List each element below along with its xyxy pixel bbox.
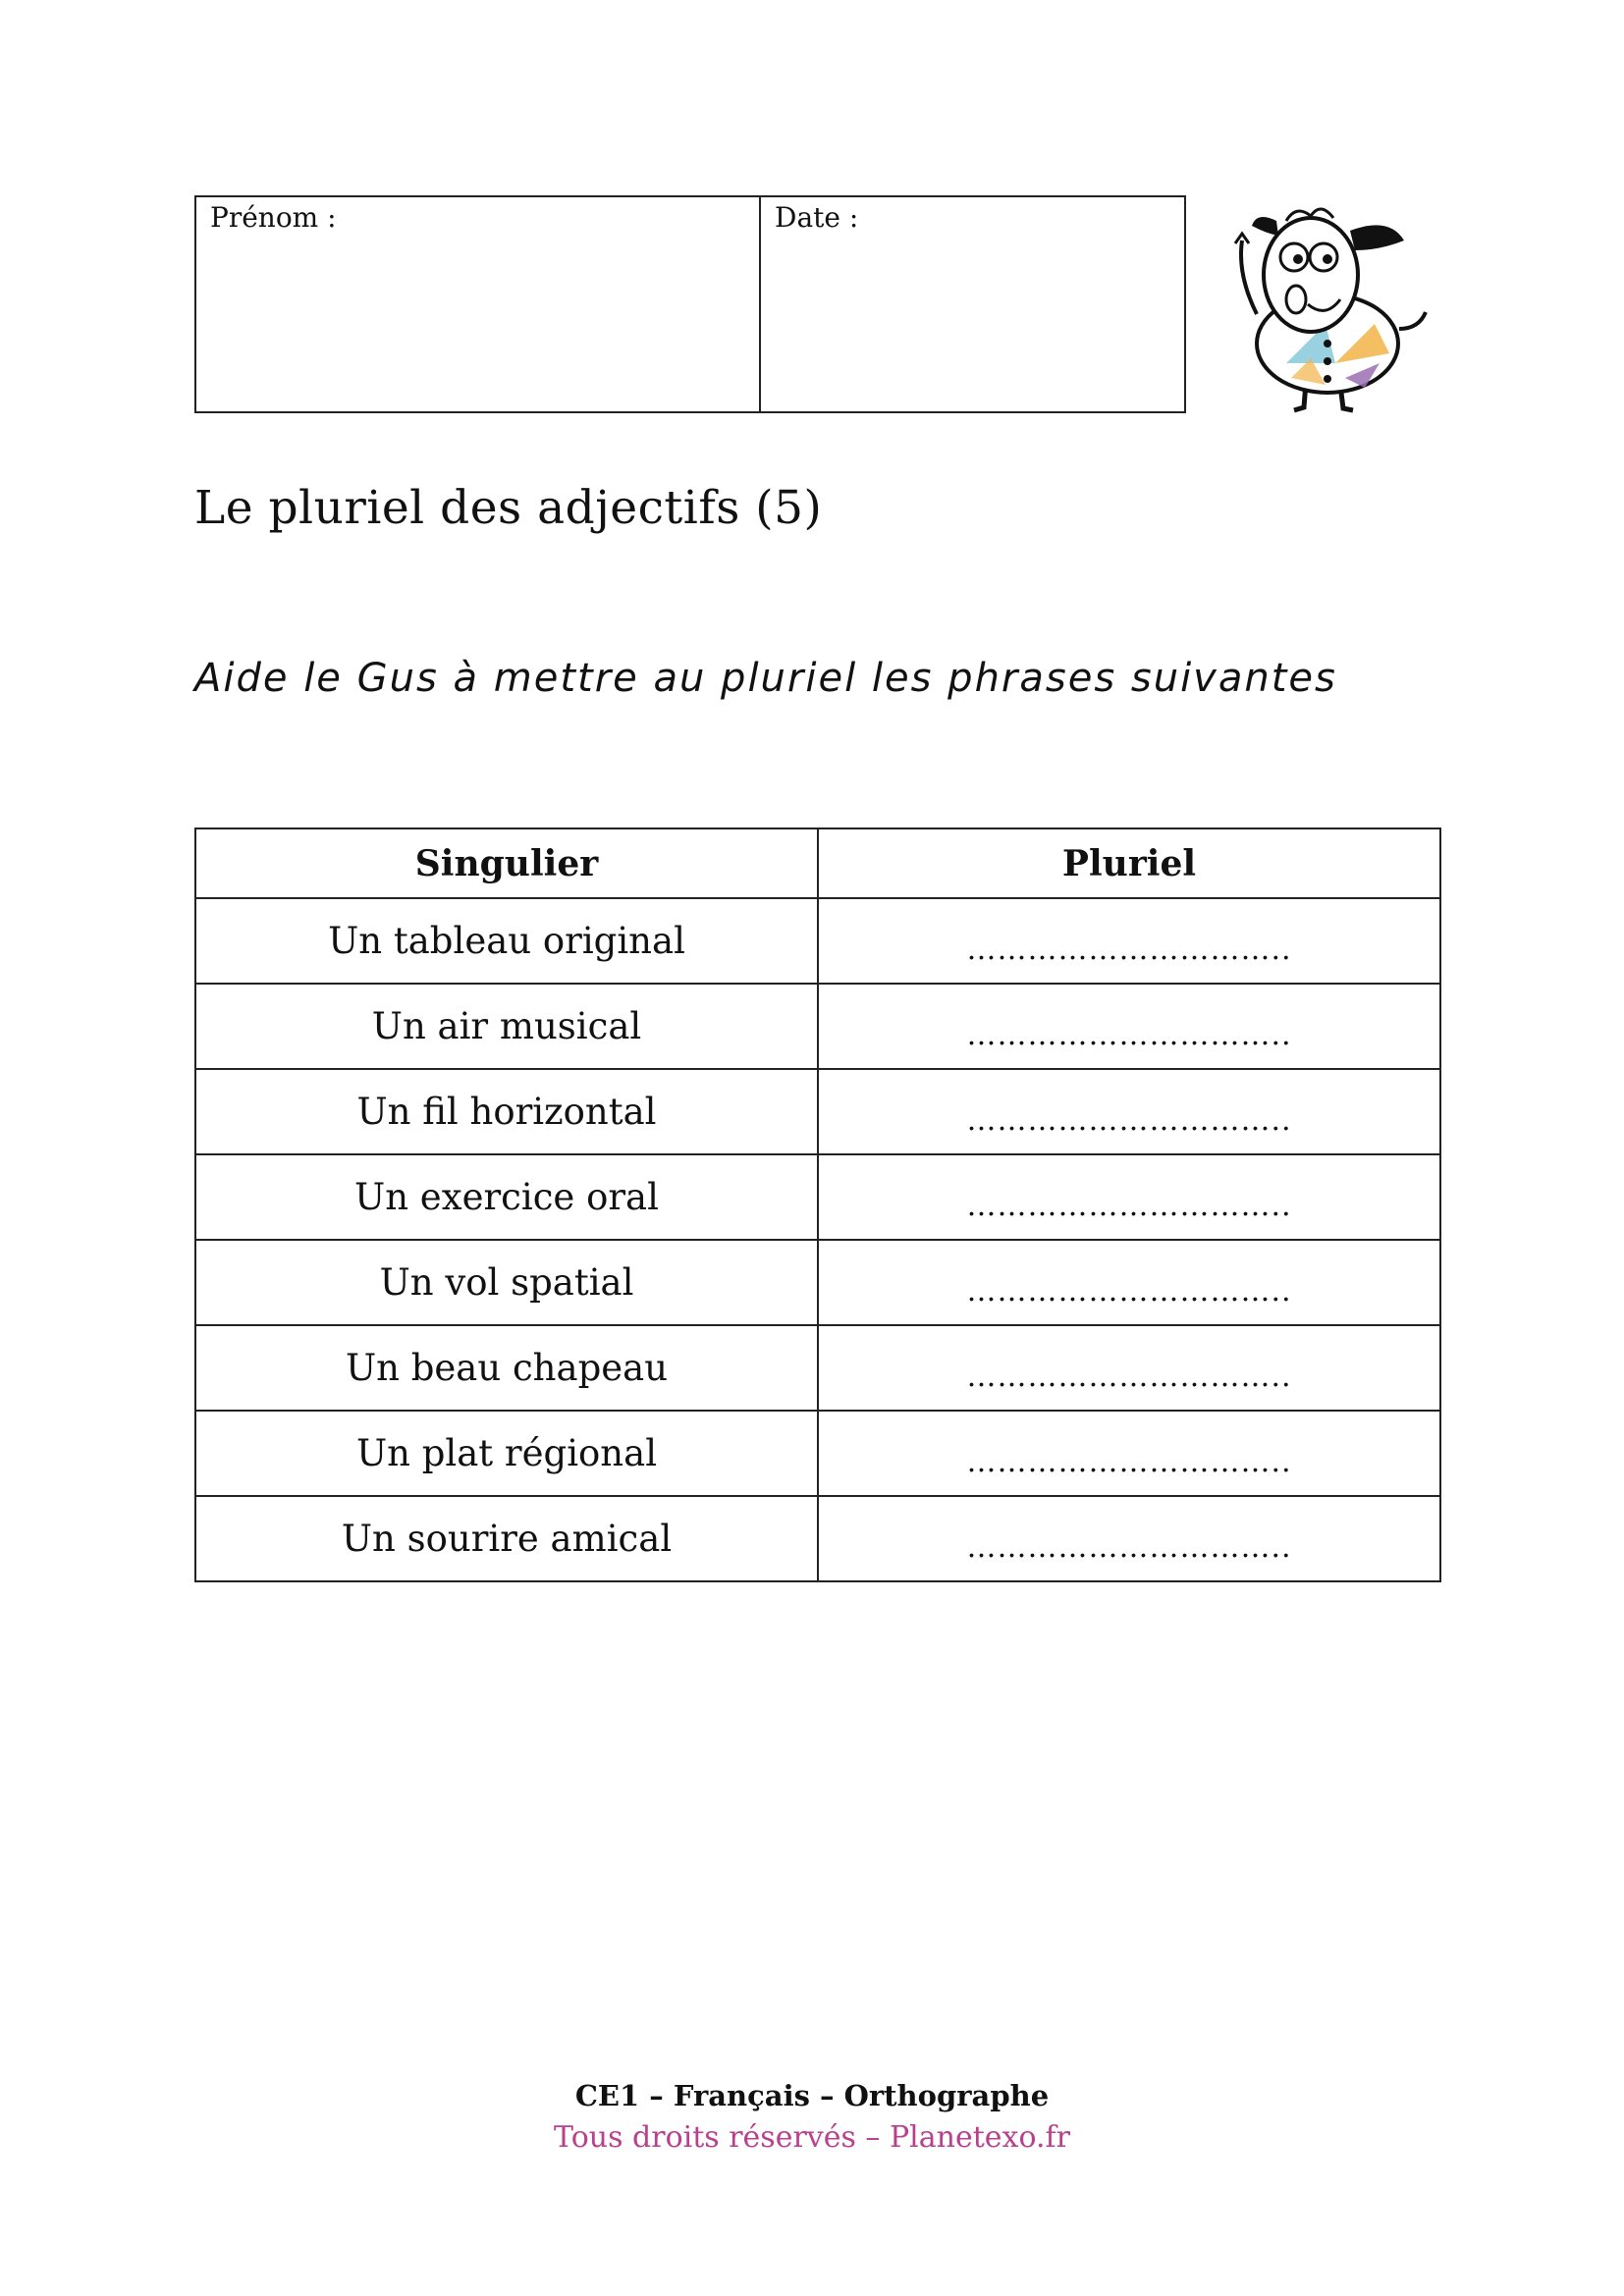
instruction-text: Aide le Gus à mettre au pluriel les phrases suivantes [194, 656, 1337, 701]
prenom-field[interactable] [196, 197, 761, 411]
name-date-box [194, 195, 1186, 413]
sheep-mascot-icon [1218, 196, 1438, 417]
plural-answer-cell[interactable]: ………………………….. [818, 1154, 1440, 1240]
footer-subject: CE1 – Français – Orthographe [574, 2079, 1050, 2112]
plural-answer-cell[interactable]: ………………………….. [818, 898, 1440, 984]
singular-cell: Un vol spatial [195, 1240, 818, 1325]
date-label: Date : [775, 201, 859, 234]
singular-cell: Un fil horizontal [195, 1069, 818, 1154]
plural-answer-cell[interactable]: ………………………….. [818, 1496, 1440, 1581]
prenom-label: Prénom : [210, 201, 337, 234]
table-row [195, 1325, 1440, 1411]
plural-answer-cell[interactable]: ………………………….. [818, 1325, 1440, 1411]
table-row [195, 1496, 1440, 1581]
singular-cell: Un exercice oral [195, 1154, 818, 1240]
singular-cell: Un plat régional [195, 1411, 818, 1496]
table-header-row [195, 828, 1440, 898]
singular-cell: Un air musical [195, 984, 818, 1069]
singular-cell: Un sourire amical [195, 1496, 818, 1581]
plural-answer-cell[interactable]: ………………………….. [818, 984, 1440, 1069]
table-row [195, 1240, 1440, 1325]
table-row [195, 1411, 1440, 1496]
singular-cell: Un beau chapeau [195, 1325, 818, 1411]
singular-cell: Un tableau original [195, 898, 818, 984]
footer-copyright: Tous droits réservés – Planetexo.fr [554, 2120, 1070, 2155]
exercise-table [194, 828, 1441, 1582]
table-row [195, 898, 1440, 984]
plural-answer-cell[interactable]: ………………………….. [818, 1411, 1440, 1496]
plural-answer-cell[interactable]: ………………………….. [818, 1240, 1440, 1325]
table-row [195, 1154, 1440, 1240]
plural-answer-cell[interactable]: ………………………….. [818, 1069, 1440, 1154]
column-header-singulier: Singulier [195, 828, 818, 898]
table-row [195, 1069, 1440, 1154]
column-header-pluriel: Pluriel [818, 828, 1440, 898]
date-field[interactable] [761, 197, 1184, 411]
table-row [195, 984, 1440, 1069]
page-title: Le pluriel des adjectifs (5) [194, 481, 823, 535]
